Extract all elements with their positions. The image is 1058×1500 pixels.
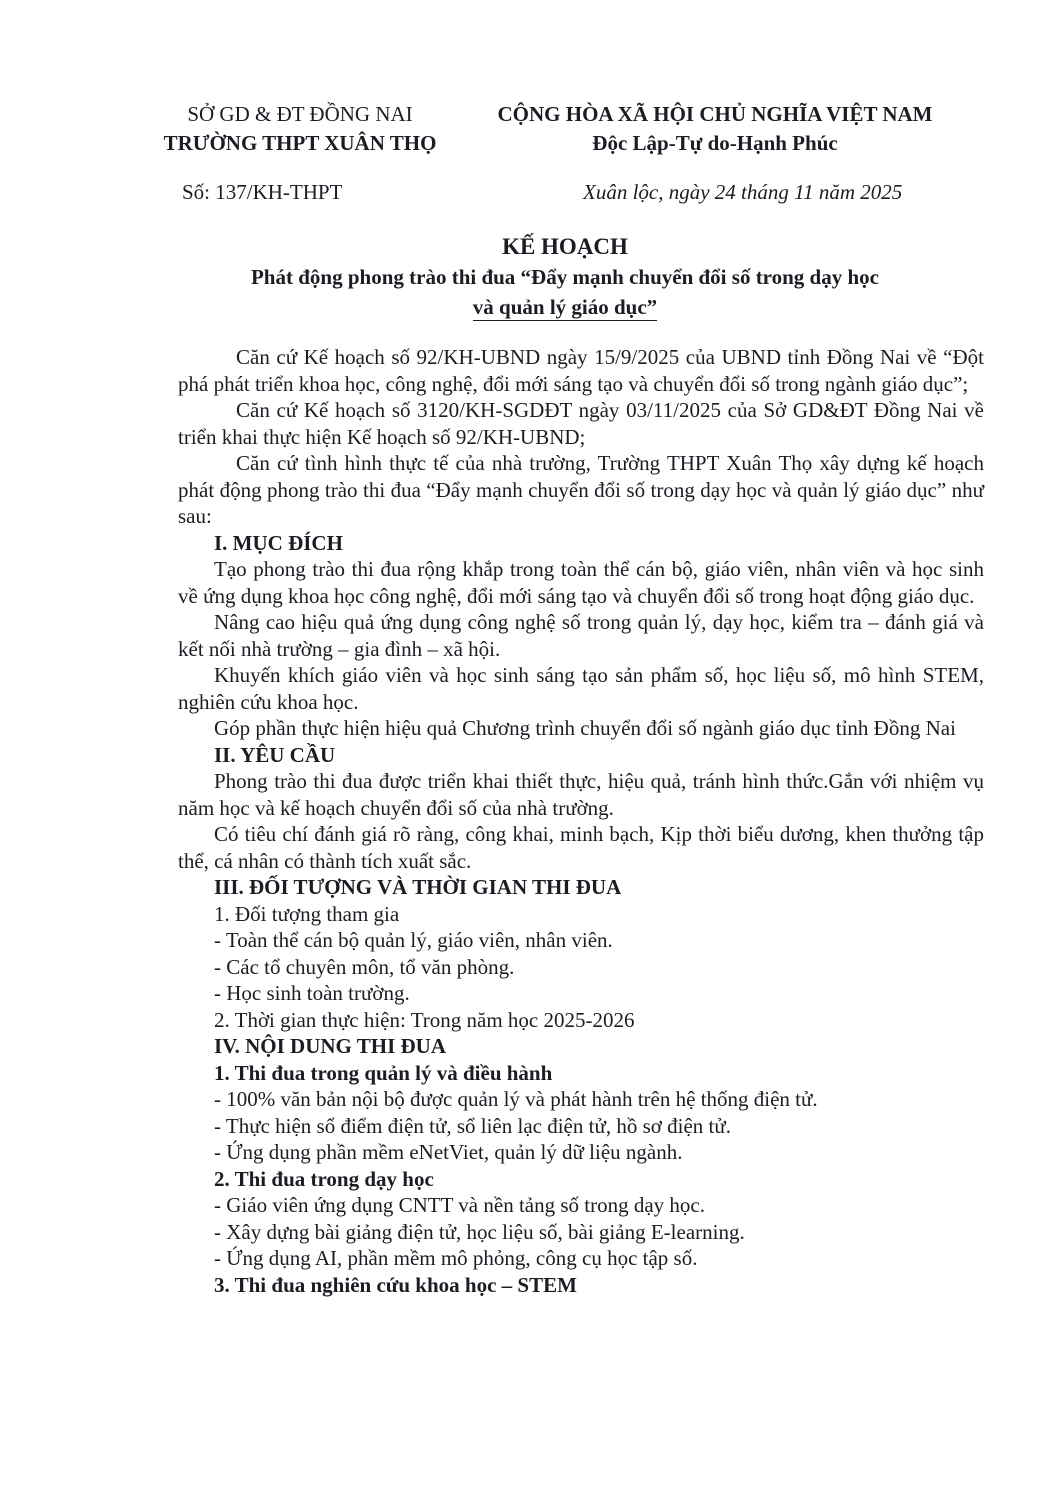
participants-line: - Các tổ chuyên môn, tổ văn phòng. [214,954,515,979]
basis-paragraph: Căn cứ Kế hoạch số 92/KH-UBND ngày 15/9/2025 của UBND tỉnh Đồng Nai về “Đột phá phát triển khoa học, công nghệ, đổi mới sáng tạo và chuyển đổi số trong ngành giáo dục”; [178,345,984,396]
management-item: - 100% văn bản nội bộ được quản lý và phát hành trên hệ thống điện tử. [214,1087,818,1111]
purpose-paragraph: Tạo phong trào thi đua rộng khắp trong toàn thể cán bộ, giáo viên, nhân viên và học sinh về ứng dụng khoa học công nghệ, đổi mới sáng tạo và chuyển đổi số trong hoạt động giáo dục. [178,557,984,608]
place-date: Xuân lộc, ngày 24 tháng 11 năm 2025 [583,180,903,204]
participants-line: 2. Thời gian thực hiện: Trong năm học 2025-2026 [214,1007,635,1032]
section-heading-participants: III. ĐỐI TƯỢNG VÀ THỜI GIAN THI ĐUA [214,875,622,899]
participants-line: 1. Đối tượng tham gia [214,901,400,926]
section-heading-content: IV. NỘI DUNG THI ĐUA [214,1034,447,1058]
section-heading-requirements: II. YÊU CẦU [214,742,336,767]
basis-paragraph: Căn cứ Kế hoạch số 3120/KH-SGDĐT ngày 03/11/2025 của Sở GD&ĐT Đồng Nai về triển khai thực hiện Kế hoạch số 92/KH-UBND; [178,398,984,449]
management-item: - Thực hiện sổ điểm điện tử, sổ liên lạc điện tử, hồ sơ điện tử. [214,1113,731,1138]
teaching-item: - Giáo viên ứng dụng CNTT và nền tảng số trong dạy học. [214,1193,705,1217]
country-name: CỘNG HÒA XÃ HỘI CHỦ NGHĨA VIỆT NAM [497,102,933,126]
purpose-paragraph: Khuyến khích giáo viên và học sinh sáng tạo sản phẩm số, học liệu số, mô hình STEM, nghiên cứu khoa học. [178,663,984,714]
teaching-item: - Xây dựng bài giảng điện tử, học liệu số, bài giảng E-learning. [214,1219,745,1244]
requirement-paragraph: Có tiêu chí đánh giá rõ ràng, công khai, minh bạch, Kịp thời biểu dương, khen thưởng tập thể, cá nhân có thành tích xuất sắc. [178,822,984,873]
subheading-research-stem: 3. Thi đua nghiên cứu khoa học – STEM [214,1272,577,1297]
section-heading-purpose: I. MỤC ĐÍCH [214,530,343,555]
national-motto [465,100,965,158]
purpose-paragraph: Nâng cao hiệu quả ứng dụng công nghệ số trong quản lý, dạy học, kiểm tra – đánh giá và kết nối nhà trường – gia đình – xã hội. [178,610,984,661]
document-number: Số: 137/KH-THPT [182,180,343,204]
document-body [178,344,984,1298]
subheading-management: 1. Thi đua trong quản lý và điều hành [214,1060,553,1085]
participants-line: - Học sinh toàn trường. [214,981,410,1005]
department-name: SỞ GD & ĐT ĐỒNG NAI [187,102,413,126]
participants-line: - Toàn thể cán bộ quản lý, giáo viên, nhân viên. [214,928,613,952]
title-line-2: Phát động phong trào thi đua “Đẩy mạnh chuyển đổi số trong dạy học [250,265,879,289]
document-title [130,232,1000,322]
teaching-item: - Ứng dụng AI, phần mềm mô phỏng, công cụ học tập số. [214,1246,698,1270]
management-item: - Ứng dụng phần mềm eNetViet, quản lý dữ liệu ngành. [214,1140,683,1164]
school-name: TRƯỜNG THPT XUÂN THỌ [163,131,437,155]
purpose-paragraph: Góp phần thực hiện hiệu quả Chương trình chuyển đổi số ngành giáo dục tỉnh Đồng Nai [214,716,956,740]
subheading-teaching: 2. Thi đua trong dạy học [214,1166,434,1191]
motto: Độc Lập-Tự do-Hạnh Phúc [592,131,838,155]
title-line-3: và quản lý giáo dục” [472,295,658,319]
basis-paragraph: Căn cứ tình hình thực tế của nhà trường, Trường THPT Xuân Thọ xây dựng kế hoạch phát động phong trào thi đua “Đẩy mạnh chuyển đổi số trong dạy học và quản lý giáo dục” như sau: [178,451,984,528]
title-main: KẾ HOẠCH [502,234,628,259]
requirement-paragraph: Phong trào thi đua được triển khai thiết thực, hiệu quả, tránh hình thức.Gắn với nhiệm vụ năm học và kế hoạch chuyển đổi số của nhà trường. [178,769,984,820]
issuing-agency [140,100,460,158]
